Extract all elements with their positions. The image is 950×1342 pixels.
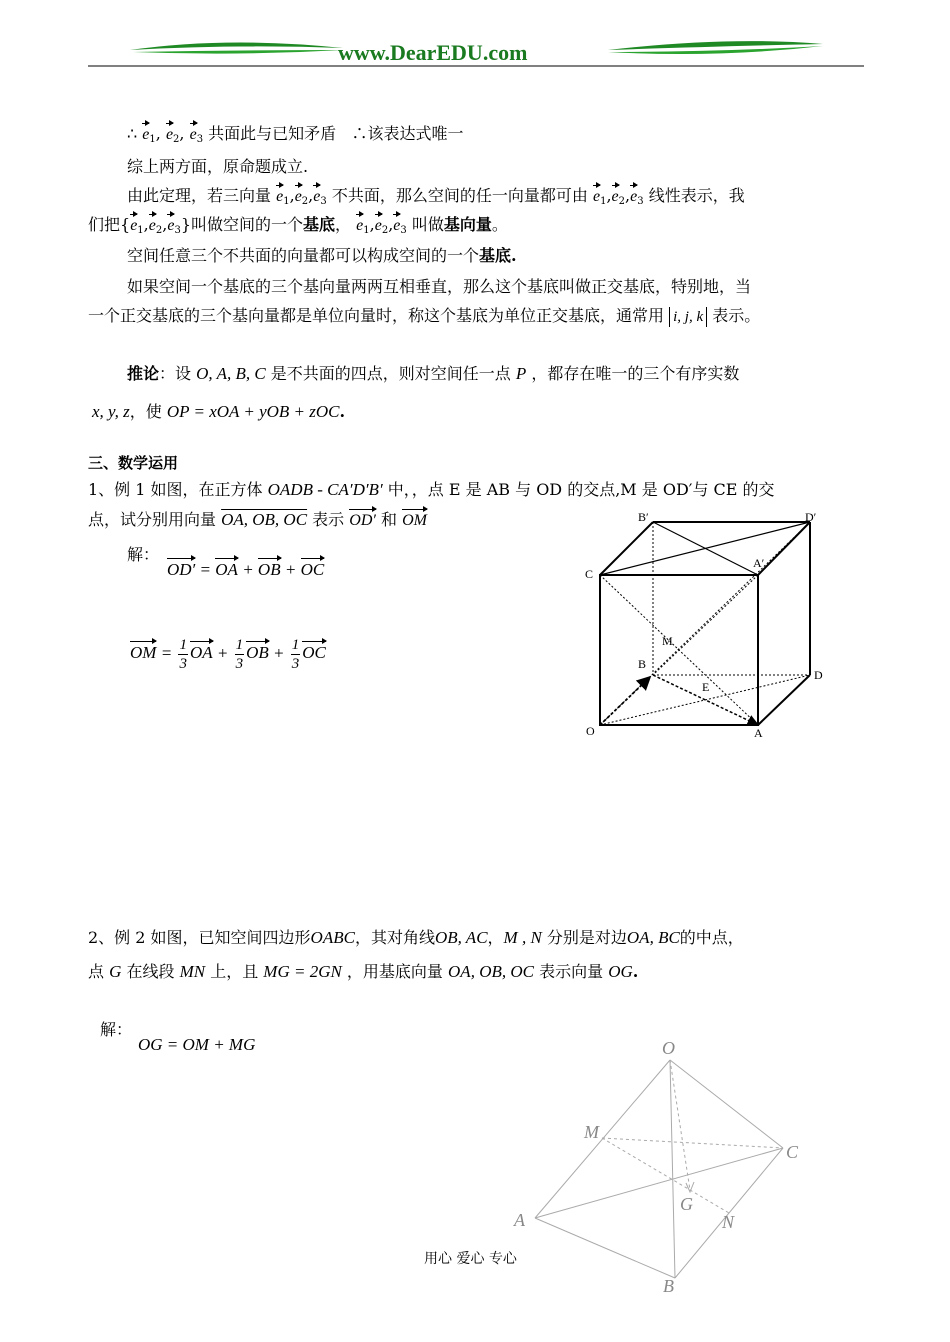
para4: 空间任意三个不共面的向量都可以构成空间的一个基底. xyxy=(127,246,517,265)
diag-Bp-Ap xyxy=(653,522,758,575)
label-C: C xyxy=(585,567,594,581)
example2-eq: OG = OM + MG xyxy=(138,1035,256,1054)
label-O: O xyxy=(586,724,595,738)
example2-solution-label: 解： xyxy=(100,1020,133,1039)
diag-O-Dp xyxy=(600,522,810,725)
label-M: M xyxy=(662,634,673,648)
vector-OB xyxy=(600,677,650,725)
label-B: B xyxy=(638,657,647,671)
para3-line2: 们把$\{e_1,e_2,e_3\}$叫做空间的一个基底， $e_1,e_2,e_3$ 叫做基向量。 xyxy=(88,215,508,236)
edge-OC xyxy=(670,1060,783,1148)
label-Ap: A′ xyxy=(753,556,765,570)
label-E: E xyxy=(702,680,710,694)
edge-A-D xyxy=(758,675,810,725)
label-G: G xyxy=(680,1194,693,1214)
label-N: N xyxy=(722,1212,735,1232)
left-leaf-decoration xyxy=(130,42,343,50)
para3-line1: 由此定理，若三向量 $e_1,e_2,e_3$ 不共面，那么空间的任一向量都可由 $e_1,e_2,e_3$ 线性表示，我 xyxy=(127,186,745,207)
example2-line2: 点 G 在线段 MN 上，且 MG = 2GN ，用基底向量 OA, OB, OC 表示向量 OG. xyxy=(88,962,639,981)
seg-MN xyxy=(602,1138,729,1213)
edge-OA xyxy=(535,1060,670,1218)
tetrahedron-figure xyxy=(500,1030,820,1310)
edge-AB xyxy=(535,1218,675,1278)
example1-eq2: OM = $\frac{1}{3}$ OA + $\frac{1}{3}$ OB + $\frac{1}{3}$ OC xyxy=(130,637,326,672)
corollary-line2: x, y, z，使 OP = xOA + yOB + zOC. xyxy=(92,402,346,421)
example1-solution-label: 解： xyxy=(127,545,160,564)
label-A: A xyxy=(514,1210,525,1230)
page-footer: 用心 爱心 专心 xyxy=(424,1251,517,1267)
cube-figure xyxy=(580,505,830,745)
diag-Ap-B xyxy=(653,575,758,675)
label-D: D xyxy=(814,668,823,682)
example1-line1: 1、例 1 如图，在正方体 OADB - CA′D′B′ 中，，点 E 是 AB 与 OD 的交点,M 是 OD′与 CE 的交 xyxy=(88,480,775,499)
label-B: B xyxy=(663,1276,674,1296)
label-Dp: D′ xyxy=(805,510,817,524)
example2-line1: 2、例 2 如图，已知空间四边形OABC，其对角线OB, AC，M , N 分别是对边OA, BC的中点， xyxy=(88,928,744,947)
para1: ∴ $e_1$, $e_2$, $e_3$ 共面此与已知矛盾 ∴该表达式唯一 xyxy=(127,124,464,145)
edge-C-Bp xyxy=(600,522,653,575)
para5-line1: 如果空间一个基底的三个基向量两两互相垂直，那么这个基底叫做正交基底，特别地，当 xyxy=(127,277,752,296)
label-M: M xyxy=(584,1122,599,1142)
example1-eq1: OD′ = OA + OB + OC xyxy=(167,560,325,579)
site-url: www.DearEDU.com xyxy=(338,40,528,65)
example1-line2: 点，试分别用向量 OA, OB, OC 表示 OD′ 和 OM xyxy=(88,510,427,529)
label-Bp: B′ xyxy=(638,510,649,524)
label-C: C xyxy=(786,1142,799,1162)
edge-OB xyxy=(670,1060,675,1278)
para2: 综上两方面，原命题成立. xyxy=(127,157,309,176)
edge-AC xyxy=(535,1148,783,1218)
label-O: O xyxy=(662,1038,675,1058)
label-A: A xyxy=(754,726,763,740)
corollary-line1: 推论：设 O, A, B, C 是不共面的四点，则对空间任一点 P ，都存在唯一的三个有序实数 xyxy=(127,364,740,383)
para5-line2: 一个正交基底的三个基向量都是单位向量时，称这个基底为单位正交基底，通常用 i, j, k 表示。 xyxy=(88,306,761,325)
section3-title: 三、数学运用 xyxy=(88,454,179,472)
seg-M-C xyxy=(602,1138,783,1148)
